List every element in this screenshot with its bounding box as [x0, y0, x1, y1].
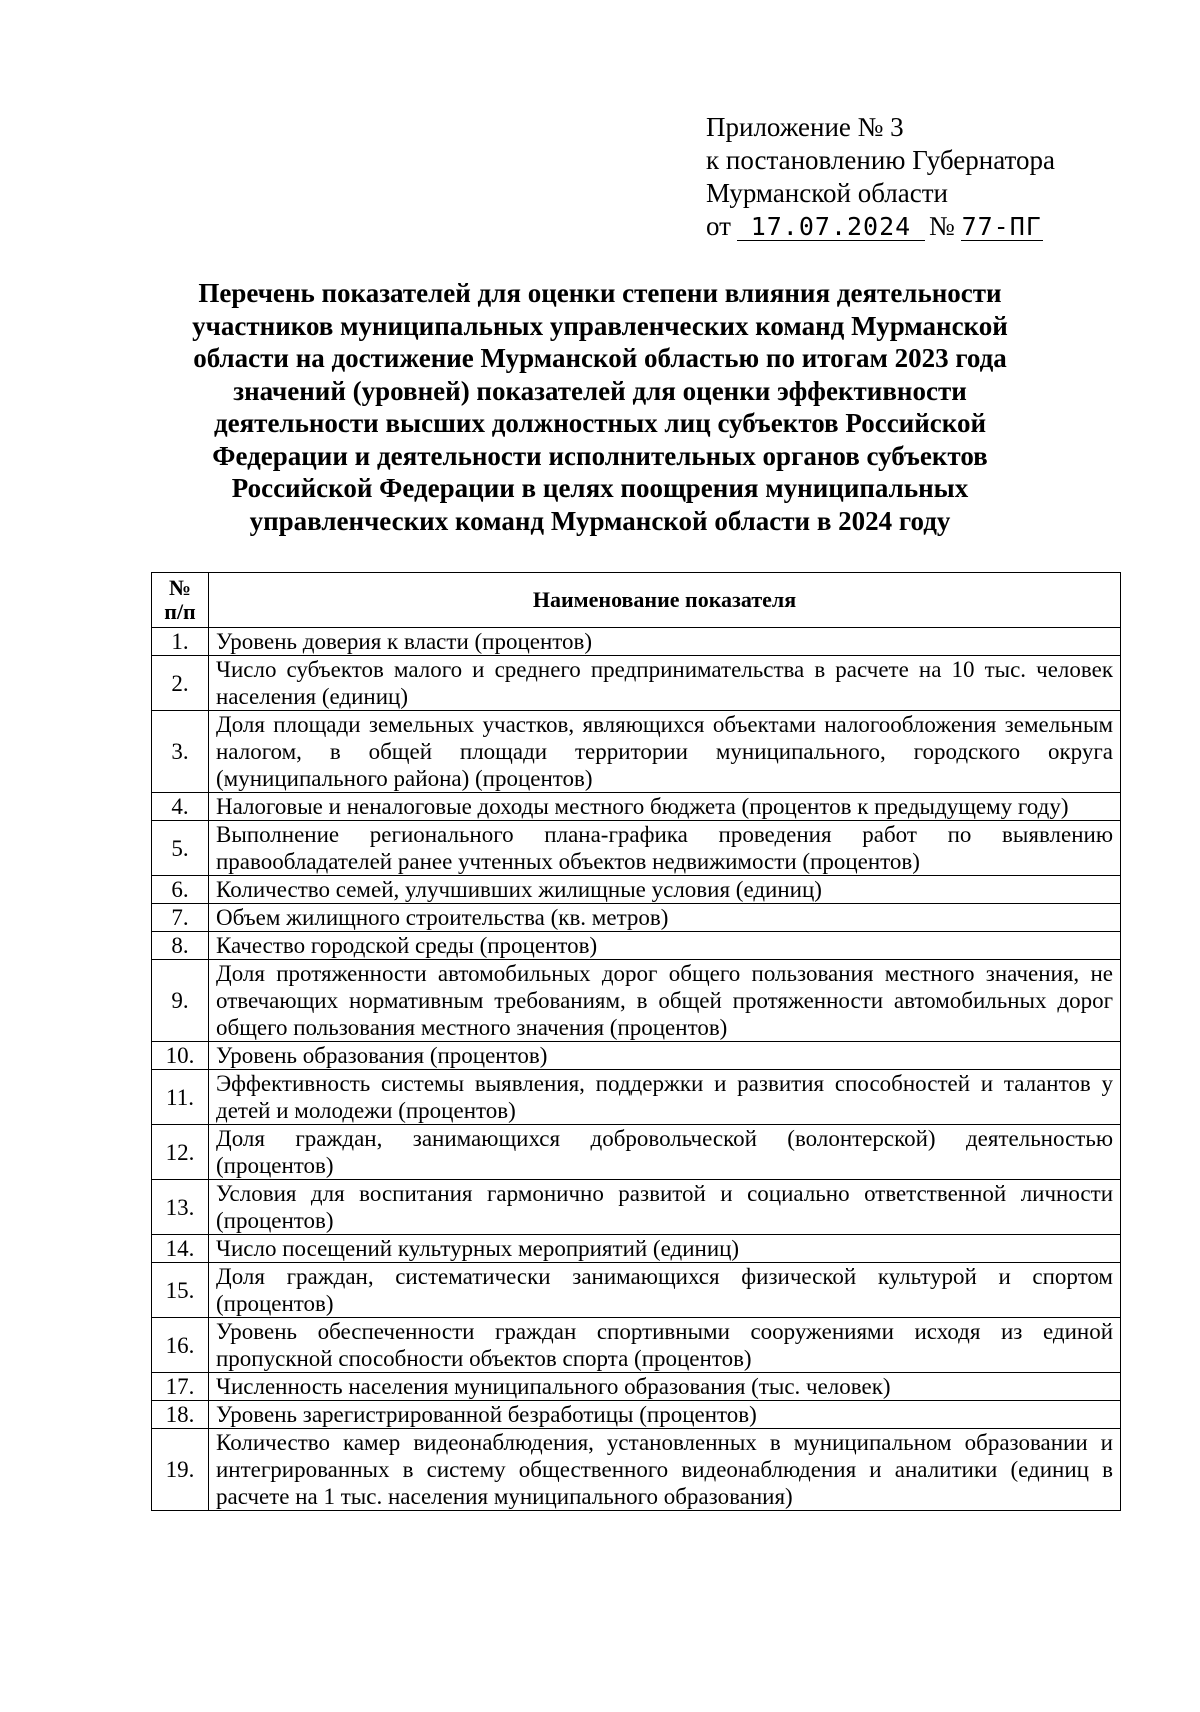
row-number: 11.: [152, 1070, 209, 1125]
table-row: [152, 1180, 1121, 1235]
table-row: [152, 1401, 1121, 1429]
appendix-reference: к постановлению Губернатора: [706, 145, 1055, 175]
indicator-name: Условия для воспитания гармонично развитой и социально ответственной личности (процентов): [209, 1180, 1121, 1235]
indicator-name: Доля площади земельных участков, являющихся объектами налогообложения земельным налогом, в общей площади территории муниципального, городского округа (муниципального района) (процентов): [209, 711, 1121, 793]
table-body: [152, 628, 1121, 1511]
indicator-name: Уровень зарегистрированной безработицы (процентов): [209, 1401, 1121, 1429]
table-row: [152, 1235, 1121, 1263]
row-number: 9.: [152, 960, 209, 1042]
indicator-name: Качество городской среды (процентов): [209, 932, 1121, 960]
indicator-name: Число субъектов малого и среднего предпринимательства в расчете на 10 тыс. человек населения (единиц): [209, 656, 1121, 711]
appendix-number: Приложение № 3: [706, 112, 904, 142]
table-row: [152, 821, 1121, 876]
row-number: 3.: [152, 711, 209, 793]
appendix-region: Мурманской области: [706, 178, 948, 208]
table-row: [152, 793, 1121, 821]
table-header-row: [152, 573, 1121, 628]
row-number: 10.: [152, 1042, 209, 1070]
indicator-name: Налоговые и неналоговые доходы местного бюджета (процентов к предыдущему году): [209, 793, 1121, 821]
row-number: 17.: [152, 1373, 209, 1401]
appendix-date-line: [706, 210, 1146, 243]
indicator-name: Уровень обеспеченности граждан спортивными сооружениями исходя из единой пропускной способности объектов спорта (процентов): [209, 1318, 1121, 1373]
number-prefix: №: [928, 211, 955, 241]
table-row: [152, 876, 1121, 904]
row-number: 6.: [152, 876, 209, 904]
indicator-name: Доля протяженности автомобильных дорог общего пользования местного значения, не отвечающих нормативным требованиям, в общей протяженности автомобильных дорог общего пользования местного значения (процентов): [209, 960, 1121, 1042]
appendix-block: [706, 111, 1146, 243]
row-number: 12.: [152, 1125, 209, 1180]
table-row: [152, 1373, 1121, 1401]
table-row: [152, 1263, 1121, 1318]
indicator-name: Количество семей, улучшивших жилищные условия (единиц): [209, 876, 1121, 904]
row-number: 16.: [152, 1318, 209, 1373]
table-row: [152, 1429, 1121, 1511]
row-number: 2.: [152, 656, 209, 711]
indicator-name: Эффективность системы выявления, поддержки и развития способностей и талантов у детей и молодежи (процентов): [209, 1070, 1121, 1125]
row-number: 14.: [152, 1235, 209, 1263]
indicator-name: Количество камер видеонаблюдения, установленных в муниципальном образовании и интегрированных в систему общественного видеонаблюдения и аналитики (единиц в расчете на 1 тыс. населения муниципального образования): [209, 1429, 1121, 1511]
indicator-name: Выполнение регионального плана-графика проведения работ по выявлению правообладателей ранее учтенных объектов недвижимости (процентов): [209, 821, 1121, 876]
row-number: 1.: [152, 628, 209, 656]
indicator-name: Доля граждан, систематически занимающихся физической культурой и спортом (процентов): [209, 1263, 1121, 1318]
row-number: 4.: [152, 793, 209, 821]
row-number: 15.: [152, 1263, 209, 1318]
row-number: 19.: [152, 1429, 209, 1511]
row-number: 13.: [152, 1180, 209, 1235]
indicator-name: Численность населения муниципального образования (тыс. человек): [209, 1373, 1121, 1401]
header-indicator-name: Наименование показателя: [209, 573, 1121, 628]
date-value: 17.07.2024: [737, 214, 925, 241]
table-row: [152, 628, 1121, 656]
indicators-table: [151, 572, 1121, 1511]
indicator-name: Уровень образования (процентов): [209, 1042, 1121, 1070]
indicator-name: Уровень доверия к власти (процентов): [209, 628, 1121, 656]
row-number: 18.: [152, 1401, 209, 1429]
document-number: 77-ПГ: [961, 212, 1042, 241]
table-row: [152, 904, 1121, 932]
table-row: [152, 960, 1121, 1042]
row-number: 5.: [152, 821, 209, 876]
date-prefix: от: [706, 211, 731, 241]
table-row: [152, 932, 1121, 960]
row-number: 7.: [152, 904, 209, 932]
table-row: [152, 711, 1121, 793]
table-row: [152, 1318, 1121, 1373]
table-row: [152, 1042, 1121, 1070]
header-number: № п/п: [152, 573, 209, 628]
indicator-name: Объем жилищного строительства (кв. метров): [209, 904, 1121, 932]
indicator-name: Число посещений культурных мероприятий (единиц): [209, 1235, 1121, 1263]
indicator-name: Доля граждан, занимающихся добровольческой (волонтерской) деятельностью (процентов): [209, 1125, 1121, 1180]
table-row: [152, 656, 1121, 711]
row-number: 8.: [152, 932, 209, 960]
table-row: [152, 1125, 1121, 1180]
table-row: [152, 1070, 1121, 1125]
document-title: Перечень показателей для оценки степени влияния деятельности участников муниципальных управленческих команд Мурманской области на достижение Мурманской областью по итогам 2023 года значений (уровней) показателей для оценки эффективности деятельности высших должностных лиц субъектов Российской Федерации и деятельности исполнительных органов субъектов Российской Федерации в целях поощрения муниципальных управленческих команд Мурманской области в 2024 году: [192, 278, 1008, 536]
